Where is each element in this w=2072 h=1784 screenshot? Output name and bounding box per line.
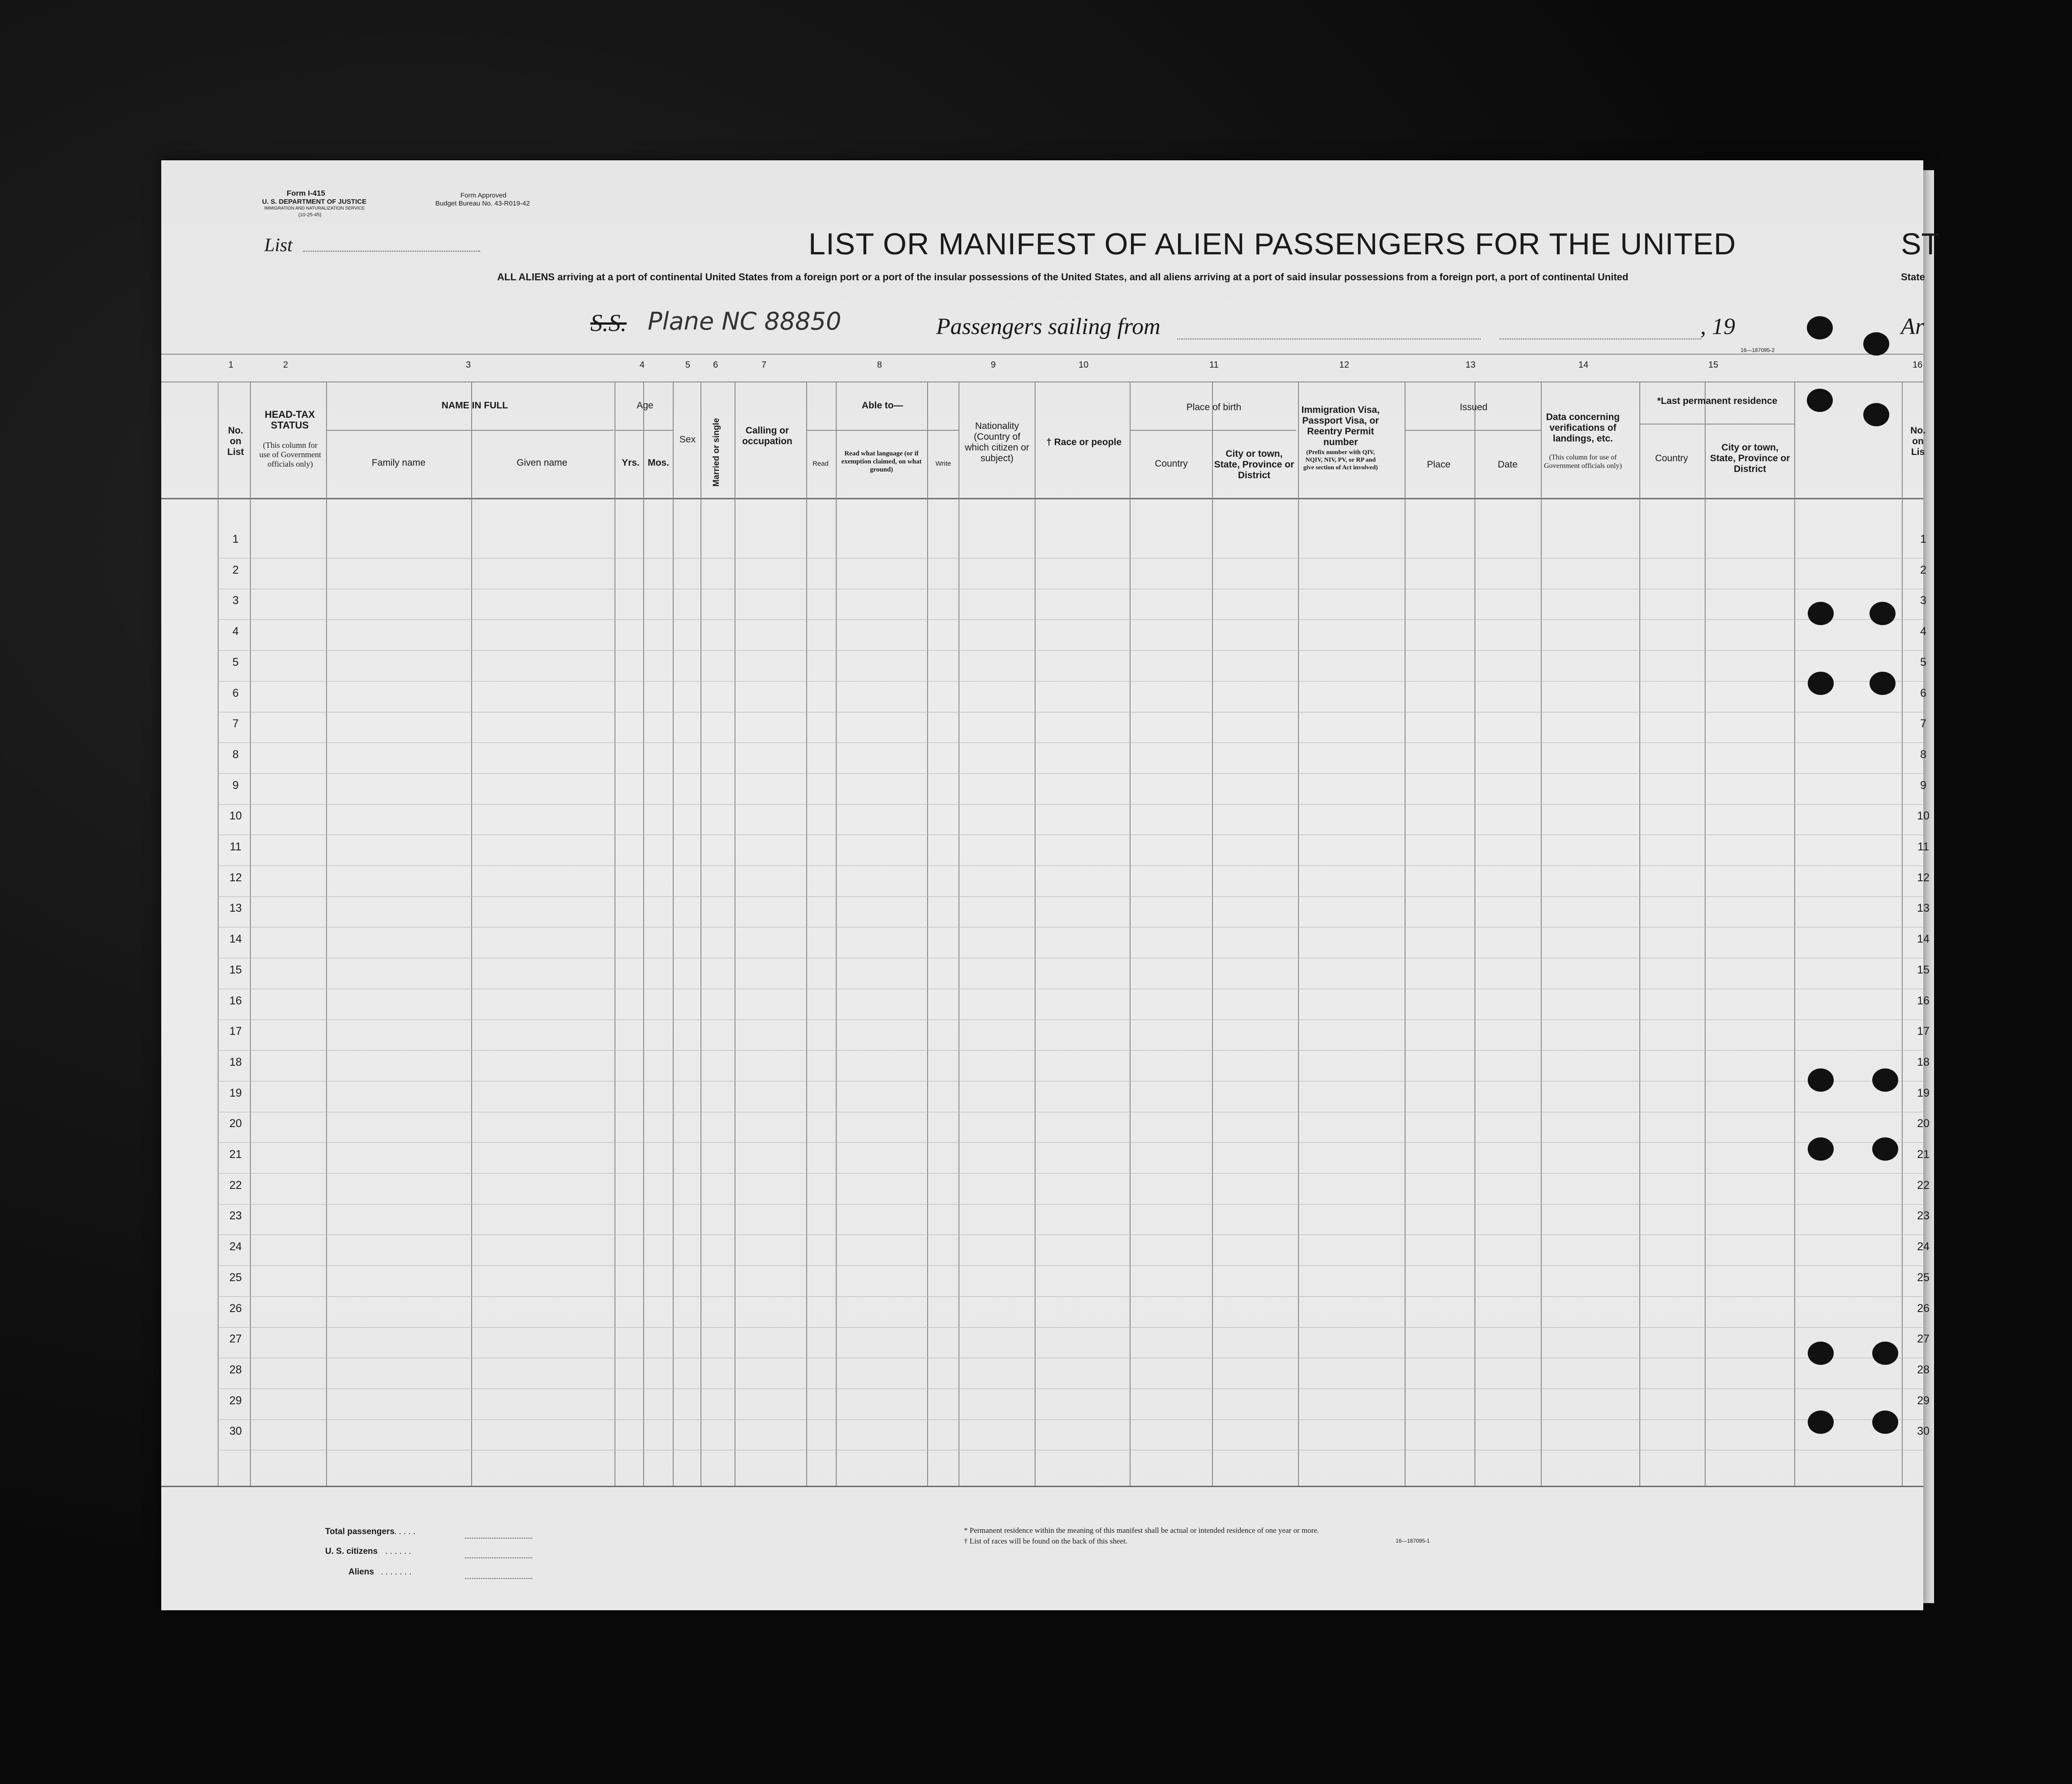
column-number: 4 — [640, 360, 645, 370]
column-rule — [218, 382, 219, 1486]
column-number: 12 — [1339, 360, 1350, 370]
row-number-right: 25 — [1917, 1271, 1930, 1284]
punch-hole — [1807, 389, 1833, 412]
row-rule — [218, 650, 1923, 651]
row-number-left: 21 — [229, 1148, 242, 1161]
row-number-right: 16 — [1917, 994, 1930, 1007]
row-number-right: 8 — [1920, 748, 1926, 761]
row-number-left: 25 — [229, 1271, 242, 1284]
col-verifications: Data concerning verifications of landings, etc. — [1546, 412, 1620, 444]
col-able-to: Able to— — [861, 400, 903, 411]
row-rule — [218, 1419, 1923, 1420]
row-number-right: 26 — [1917, 1302, 1930, 1315]
row-number-right: 30 — [1917, 1425, 1930, 1438]
row-number-right: 17 — [1917, 1025, 1930, 1038]
col-birth-city: City or town, State, Province or District — [1214, 449, 1294, 480]
title-continuation: ST — [1901, 227, 1940, 261]
column-rule — [806, 382, 807, 1486]
column-number: 1 — [228, 360, 234, 370]
row-number-right: 13 — [1917, 902, 1930, 915]
row-number-right: 28 — [1917, 1363, 1930, 1376]
col-birth-country: Country — [1155, 459, 1188, 469]
row-rule — [218, 1050, 1923, 1051]
service: IMMIGRATION AND NATURALIZATION SERVICE — [264, 206, 365, 211]
row-number-right: 21 — [1917, 1148, 1930, 1161]
citizens-dots: . . . . . . — [385, 1547, 412, 1556]
manifest-title: LIST OR MANIFEST OF ALIEN PASSENGERS FOR THE UNITED — [808, 227, 1737, 261]
row-rule — [218, 742, 1923, 743]
row-rule — [218, 1173, 1923, 1174]
col-sex: Sex — [679, 434, 696, 445]
column-number: 15 — [1708, 360, 1719, 370]
name-subrule — [327, 430, 614, 431]
row-number-right: 4 — [1920, 625, 1926, 638]
column-number: 7 — [761, 360, 767, 370]
row-number-right: 14 — [1917, 933, 1930, 946]
column-number: 9 — [991, 360, 996, 370]
row-number-right: 7 — [1920, 717, 1926, 730]
col-head-tax-note: (This column for use of Government officials only) — [259, 441, 321, 468]
punch-hole — [1872, 1342, 1898, 1365]
table-body-rule — [161, 498, 1923, 499]
age-subrule — [615, 430, 673, 431]
row-number-right: 22 — [1917, 1179, 1930, 1192]
able-subrule — [806, 430, 959, 431]
row-number-left: 4 — [232, 625, 239, 638]
row-number-right: 3 — [1920, 594, 1926, 607]
column-number: 2 — [283, 360, 288, 370]
col-visa: Immigration Visa, Passport Visa, or Reentry Permit number — [1301, 405, 1380, 447]
row-number-left: 9 — [232, 779, 239, 792]
column-rule — [1474, 382, 1475, 1486]
column-rule — [1212, 382, 1213, 1486]
col-no-on-list: No. on List — [227, 425, 244, 457]
residence-subrule — [1639, 424, 1794, 425]
col-read: Read — [812, 460, 829, 467]
column-rule — [1541, 382, 1542, 1486]
row-number-left: 17 — [229, 1025, 242, 1038]
sailing-from-label: Passengers sailing from — [936, 314, 1161, 339]
aliens-line — [465, 1578, 532, 1579]
row-number-right: 15 — [1917, 963, 1930, 976]
column-rule — [673, 382, 674, 1486]
row-number-left: 23 — [229, 1209, 242, 1222]
punch-hole — [1808, 1342, 1834, 1365]
col-married: Married or single — [712, 418, 721, 487]
punch-hole — [1807, 316, 1833, 339]
row-number-left: 2 — [232, 563, 239, 576]
row-number-left: 18 — [229, 1055, 242, 1068]
row-number-right: 18 — [1917, 1055, 1930, 1068]
printer-code-top: 16—187095-2 — [1741, 347, 1775, 353]
us-citizens-label: U. S. citizens — [325, 1547, 378, 1556]
column-rule — [836, 382, 837, 1486]
col-given-name: Given name — [516, 458, 567, 468]
row-number-left: 29 — [229, 1394, 242, 1407]
footnote-races: † List of races will be found on the back of this sheet. — [964, 1537, 1127, 1545]
manifest-sheet — [161, 160, 1923, 1610]
footnote-residence: * Permanent residence within the meaning of this manifest shall be actual or intended residence of one year or more. — [964, 1526, 1320, 1535]
row-number-left: 16 — [229, 994, 242, 1007]
row-number-right: 20 — [1917, 1117, 1930, 1130]
col-calling: Calling or occupation — [742, 425, 792, 446]
col-race: † Race or people — [1046, 437, 1122, 447]
us-citizens-line — [465, 1557, 532, 1558]
row-number-left: 13 — [229, 902, 242, 915]
row-number-left: 7 — [232, 717, 239, 730]
col-name-in-full: NAME IN FULL — [441, 400, 508, 411]
row-rule — [218, 773, 1923, 774]
row-number-right: 5 — [1920, 656, 1926, 669]
aliens-dots: . . . . . . . — [381, 1567, 412, 1577]
vessel-printed-label: S.S. — [590, 309, 627, 336]
row-rule — [218, 619, 1923, 620]
punch-hole — [1808, 1068, 1834, 1092]
col-res-country: Country — [1655, 453, 1688, 463]
punch-hole — [1808, 1137, 1834, 1161]
col-head-tax: HEAD-TAX STATUS — [264, 409, 315, 431]
list-label: List — [264, 235, 293, 256]
col-last-residence: *Last permanent residence — [1657, 396, 1778, 406]
list-number-line — [303, 251, 480, 252]
punch-hole — [1863, 332, 1889, 356]
row-number-right: 23 — [1917, 1209, 1930, 1222]
punch-hole — [1808, 1411, 1834, 1434]
row-rule — [218, 804, 1923, 805]
year-label: , 19 — [1700, 314, 1735, 339]
col-read-language: Read what language (or if exemption claimed, on what ground) — [841, 450, 922, 473]
row-number-left: 30 — [229, 1425, 242, 1438]
row-number-right: 11 — [1917, 841, 1929, 853]
col-nationality: Nationality (Country of which citizen or subject) — [965, 421, 1029, 463]
column-rule — [1902, 382, 1903, 1486]
row-number-left: 15 — [229, 963, 242, 976]
column-number: 10 — [1079, 360, 1089, 370]
row-rule — [218, 896, 1923, 897]
row-number-left: 24 — [229, 1240, 242, 1253]
row-rule — [218, 1327, 1923, 1328]
date-code: (10-25-45) — [298, 212, 322, 218]
column-rule — [1405, 382, 1406, 1486]
birth-subrule — [1131, 430, 1296, 431]
budget-number: Budget Bureau No. 43-R019-42 — [435, 200, 530, 207]
column-number: 3 — [466, 360, 471, 370]
row-number-left: 12 — [229, 871, 242, 884]
punch-hole — [1872, 1137, 1898, 1161]
row-number-right: 9 — [1920, 779, 1926, 792]
row-number-right: 29 — [1917, 1394, 1930, 1407]
row-number-right: 6 — [1920, 686, 1926, 699]
issued-subrule — [1405, 430, 1541, 431]
row-number-right: 2 — [1920, 563, 1926, 576]
column-rule — [1705, 382, 1706, 1486]
vessel-handwritten: Plane NC 88850 — [648, 307, 842, 335]
punch-hole — [1872, 1068, 1898, 1092]
col-issued-place: Place — [1427, 459, 1451, 470]
column-rule — [1639, 382, 1640, 1486]
row-number-left: 10 — [229, 810, 242, 823]
total-dots: . . . . . — [394, 1527, 416, 1536]
col-family-name: Family name — [371, 458, 426, 468]
arriving-continuation: Ar — [1901, 314, 1924, 339]
row-number-left: 3 — [232, 594, 239, 607]
col-age: Age — [636, 400, 653, 411]
column-rule — [1794, 382, 1795, 1486]
column-number: 14 — [1578, 360, 1589, 370]
column-number: 13 — [1466, 360, 1476, 370]
column-rule — [471, 382, 472, 1486]
total-passengers-line — [465, 1538, 532, 1539]
column-number: 11 — [1209, 360, 1219, 370]
column-number: 8 — [877, 360, 882, 370]
row-number-left: 5 — [232, 656, 239, 669]
punch-hole — [1870, 672, 1896, 695]
form-number: Form I-415 — [287, 189, 325, 197]
printer-code-bottom: 16—187095-1 — [1396, 1538, 1430, 1544]
row-rule — [218, 681, 1923, 682]
form-approved: Form Approved — [460, 192, 507, 199]
row-number-left: 14 — [229, 933, 242, 946]
aliens-label: Aliens — [348, 1567, 374, 1577]
col-write: Write — [935, 460, 951, 467]
subtitle-continuation: State — [1901, 271, 1925, 283]
row-rule — [218, 1296, 1923, 1297]
col-issued: Issued — [1460, 402, 1487, 412]
column-number: 6 — [713, 360, 718, 370]
manifest-subtitle: ALL ALIENS arriving at a port of continental United States from a foreign port or a port of the insular possessions of the United States, and all aliens arriving at a port of said insular possessions from a foreign port, a port of continental United — [497, 271, 1629, 283]
column-rule — [326, 382, 327, 1486]
row-rule — [218, 1204, 1923, 1205]
col-no-on-list-right: No. on Lis — [1910, 425, 1926, 457]
row-number-left: 8 — [232, 748, 239, 761]
punch-hole — [1808, 672, 1834, 695]
department: U. S. DEPARTMENT OF JUSTICE — [262, 198, 367, 206]
column-rule — [643, 382, 644, 1486]
row-number-right: 1 — [1920, 533, 1926, 545]
row-number-left: 28 — [229, 1363, 242, 1376]
col-place-of-birth: Place of birth — [1186, 402, 1242, 412]
row-number-left: 27 — [229, 1333, 242, 1346]
row-rule — [218, 1142, 1923, 1143]
row-number-right: 12 — [1917, 871, 1930, 884]
column-number: 5 — [685, 360, 691, 370]
punch-hole — [1808, 602, 1834, 625]
col-visa-note: (Prefix number with QIV, NQIV, NIV, PV, or RP and give section of Act involved) — [1303, 449, 1378, 471]
column-rule — [927, 382, 928, 1486]
row-number-left: 26 — [229, 1302, 242, 1315]
row-number-left: 6 — [232, 686, 239, 699]
col-mos: Mos. — [648, 458, 669, 468]
punch-hole — [1870, 602, 1896, 625]
column-rule — [1130, 382, 1131, 1486]
column-rule — [250, 382, 251, 1486]
total-passengers-label: Total passengers — [325, 1527, 395, 1536]
column-rule — [1035, 382, 1036, 1486]
row-number-left: 20 — [229, 1117, 242, 1130]
row-number-left: 19 — [229, 1086, 242, 1099]
col-issued-date: Date — [1497, 459, 1518, 470]
row-number-left: 22 — [229, 1179, 242, 1192]
col-yrs: Yrs. — [622, 458, 640, 468]
table-bottom-rule — [161, 1486, 1923, 1487]
row-number-right: 10 — [1917, 810, 1930, 823]
column-number: 16 — [1913, 360, 1923, 370]
col-res-city: City or town, State, Province or District — [1710, 442, 1790, 474]
row-number-right: 24 — [1917, 1240, 1930, 1253]
row-rule — [218, 1265, 1923, 1266]
row-number-left: 1 — [232, 533, 239, 545]
table-top-rule — [161, 354, 1923, 355]
row-number-left: 11 — [230, 841, 241, 853]
punch-hole — [1863, 403, 1889, 426]
column-rule — [1298, 382, 1299, 1486]
punch-hole — [1872, 1411, 1898, 1434]
row-number-right: 19 — [1917, 1086, 1930, 1099]
row-number-right: 27 — [1917, 1333, 1930, 1346]
col-verifications-note: (This column for use of Government officials only) — [1544, 454, 1622, 470]
